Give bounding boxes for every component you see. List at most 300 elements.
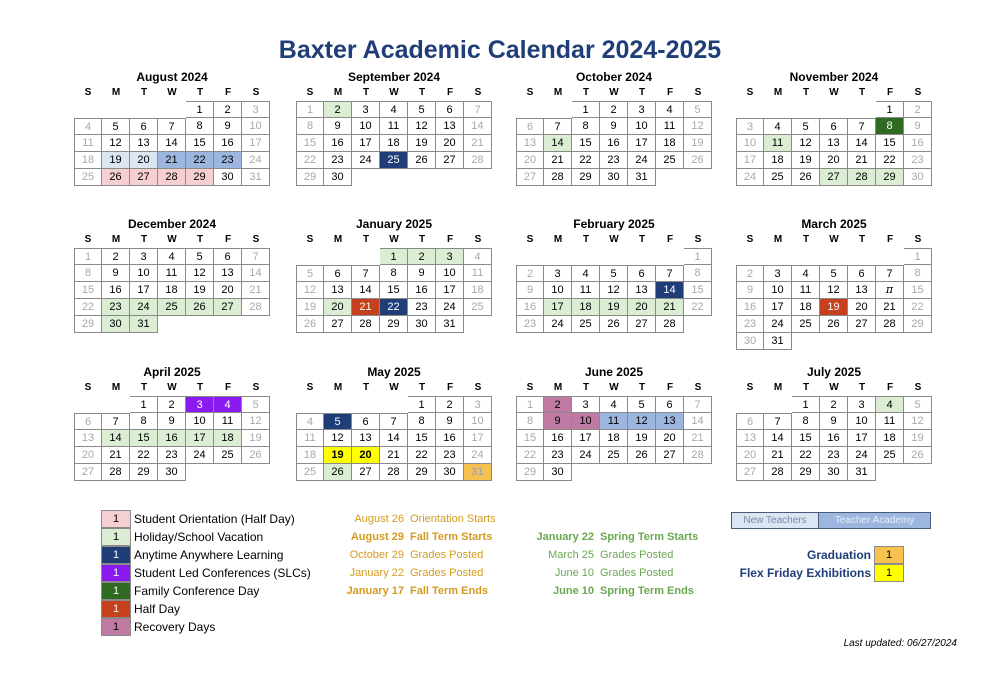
day-cell: 5 (242, 396, 270, 413)
day-cell: 12 (904, 413, 932, 430)
month-day-grid (736, 232, 932, 350)
day-cell: 11 (572, 282, 600, 299)
day-cell: 11 (764, 135, 792, 152)
weekday-header: S (526, 382, 534, 393)
day-cell: 1 (516, 396, 544, 413)
empty-cell (464, 169, 492, 186)
empty-cell (544, 248, 572, 265)
weekday-header: W (167, 87, 177, 98)
weekday-header: S (694, 234, 702, 245)
day-cell: 16 (600, 135, 628, 152)
day-cell: 9 (158, 413, 186, 430)
day-cell: 7 (684, 396, 712, 413)
day-cell: 21 (848, 152, 876, 169)
month-day-grid (516, 232, 712, 333)
weekday-header: T (802, 87, 810, 98)
weekday-header: F (224, 234, 232, 245)
day-cell: 28 (242, 299, 270, 316)
day-cell: 8 (74, 265, 102, 282)
day-cell: 19 (684, 135, 712, 152)
day-cell: 3 (436, 248, 464, 265)
weekday-header: S (694, 87, 702, 98)
day-cell: 1 (408, 396, 436, 413)
month-calendar (516, 69, 712, 186)
day-cell: 4 (464, 248, 492, 265)
empty-cell (876, 464, 904, 481)
note-text: Spring Term Starts (600, 531, 699, 543)
weekday-header: S (914, 87, 922, 98)
empty-cell (684, 316, 712, 333)
empty-cell (516, 248, 544, 265)
day-cell: 31 (436, 316, 464, 333)
day-cell: 15 (408, 430, 436, 447)
legend-label: Recovery Days (134, 620, 216, 634)
term-note (0, 528, 1000, 546)
day-cell: 3 (572, 396, 600, 413)
month-name: December 2024 (127, 217, 217, 231)
weekday-header: S (746, 234, 754, 245)
day-cell: 3 (130, 248, 158, 265)
day-cell: 16 (324, 135, 352, 152)
day-cell: 4 (764, 118, 792, 135)
weekday-header: M (333, 382, 343, 393)
day-cell: 13 (214, 265, 242, 282)
note-date: August 26 (354, 513, 404, 525)
empty-cell (876, 248, 904, 265)
empty-cell (296, 396, 324, 413)
month-name: August 2024 (136, 70, 208, 84)
day-cell: 25 (572, 316, 600, 333)
day-cell: 8 (186, 118, 214, 135)
weekday-header: W (609, 87, 619, 98)
day-cell: 30 (158, 464, 186, 481)
weekday-header: F (446, 382, 454, 393)
day-cell: 1 (74, 248, 102, 265)
empty-cell (736, 396, 764, 413)
weekday-header: T (638, 87, 646, 98)
day-cell: 22 (684, 299, 712, 316)
day-cell: 29 (792, 464, 820, 481)
day-cell: 8 (904, 265, 932, 282)
day-cell: 29 (130, 464, 158, 481)
day-cell: 21 (102, 447, 130, 464)
day-cell: 19 (242, 430, 270, 447)
day-cell: 6 (130, 118, 158, 135)
day-cell: 23 (102, 299, 130, 316)
day-cell: 19 (600, 299, 628, 316)
day-cell: 21 (464, 135, 492, 152)
day-cell: 18 (764, 152, 792, 169)
legend-label: Student Led Conferences (SLCs) (134, 566, 311, 580)
day-cell: 15 (130, 430, 158, 447)
day-cell: 12 (792, 135, 820, 152)
day-cell: 23 (214, 152, 242, 169)
day-cell: 28 (848, 169, 876, 186)
empty-cell (820, 248, 848, 265)
weekday-header: W (829, 382, 839, 393)
weekday-header: T (802, 382, 810, 393)
day-cell: 16 (102, 282, 130, 299)
day-cell: 24 (764, 316, 792, 333)
day-cell: 19 (792, 152, 820, 169)
day-cell: 3 (352, 101, 380, 118)
day-cell: 3 (186, 396, 214, 413)
day-cell: 29 (572, 169, 600, 186)
day-cell: 30 (408, 316, 436, 333)
empty-cell (130, 101, 158, 118)
day-cell: 22 (516, 447, 544, 464)
day-cell: 11 (464, 265, 492, 282)
day-cell: 27 (130, 169, 158, 186)
day-cell: 9 (214, 118, 242, 135)
day-cell: 19 (820, 299, 848, 316)
day-cell: 13 (628, 282, 656, 299)
empty-cell (516, 101, 544, 118)
note-date: January 17 (346, 585, 404, 597)
empty-cell (848, 101, 876, 118)
weekday-header: M (333, 234, 343, 245)
day-cell: 4 (74, 118, 102, 135)
legend-swatch: 1 (101, 528, 131, 546)
empty-cell (436, 169, 464, 186)
month-day-grid (736, 380, 932, 481)
day-cell: 10 (242, 118, 270, 135)
day-cell: 10 (352, 118, 380, 135)
weekday-header: T (196, 382, 204, 393)
day-cell: 22 (380, 299, 408, 316)
day-cell: 24 (436, 299, 464, 316)
day-cell: 23 (408, 299, 436, 316)
empty-cell (74, 101, 102, 118)
day-cell: 8 (516, 413, 544, 430)
day-cell: 6 (324, 265, 352, 282)
day-cell: 5 (904, 396, 932, 413)
weekday-header: T (196, 234, 204, 245)
weekday-header: M (553, 87, 563, 98)
day-cell: 11 (74, 135, 102, 152)
last-updated: Last updated: 06/27/2024 (843, 638, 957, 649)
day-cell: 30 (544, 464, 572, 481)
day-cell: 25 (380, 152, 408, 169)
legend-label: Anytime Anywhere Learning (134, 548, 284, 562)
day-cell: 24 (544, 316, 572, 333)
day-cell: 30 (436, 464, 464, 481)
day-cell: 27 (214, 299, 242, 316)
note-date: June 10 (554, 567, 594, 579)
day-cell: 12 (820, 282, 848, 299)
empty-cell (600, 464, 628, 481)
day-cell: 8 (792, 413, 820, 430)
empty-cell (464, 316, 492, 333)
day-cell: 17 (352, 135, 380, 152)
day-cell: 20 (848, 299, 876, 316)
day-cell: 13 (74, 430, 102, 447)
empty-cell (242, 316, 270, 333)
day-cell: 26 (600, 316, 628, 333)
day-cell: 5 (628, 396, 656, 413)
month-day-grid (516, 85, 712, 186)
weekday-header: T (638, 382, 646, 393)
weekday-header: F (224, 87, 232, 98)
day-cell: 4 (380, 101, 408, 118)
day-cell: 29 (380, 316, 408, 333)
day-cell: 22 (792, 447, 820, 464)
day-cell: 18 (380, 135, 408, 152)
day-cell: 24 (352, 152, 380, 169)
day-cell: 11 (214, 413, 242, 430)
day-cell: 30 (214, 169, 242, 186)
empty-cell (158, 316, 186, 333)
month-calendar (296, 69, 492, 186)
day-cell: 26 (684, 152, 712, 169)
weekday-header: S (306, 234, 314, 245)
day-cell: 14 (764, 430, 792, 447)
day-cell: 30 (820, 464, 848, 481)
day-cell: 28 (656, 316, 684, 333)
weekday-header: S (474, 234, 482, 245)
day-cell: 14 (158, 135, 186, 152)
day-cell: 18 (464, 282, 492, 299)
day-cell: 23 (544, 447, 572, 464)
day-cell: 5 (600, 265, 628, 282)
day-cell: 1 (296, 101, 324, 118)
note-text: Fall Term Ends (410, 585, 489, 597)
empty-cell (214, 464, 242, 481)
empty-cell (628, 248, 656, 265)
day-cell: 25 (876, 447, 904, 464)
event-swatch: 1 (874, 564, 904, 582)
day-cell: 11 (380, 118, 408, 135)
day-cell: 21 (656, 299, 684, 316)
day-cell: 5 (408, 101, 436, 118)
day-cell: 17 (736, 152, 764, 169)
note-text: Grades Posted (410, 549, 484, 561)
note-text: Orientation Starts (410, 513, 496, 525)
day-cell: 2 (408, 248, 436, 265)
day-cell: 7 (544, 118, 572, 135)
empty-cell (684, 169, 712, 186)
day-cell: 7 (352, 265, 380, 282)
day-cell: 19 (102, 152, 130, 169)
day-cell: 12 (684, 118, 712, 135)
day-cell: 28 (380, 464, 408, 481)
day-cell: 27 (628, 316, 656, 333)
day-cell: 22 (186, 152, 214, 169)
day-cell: 26 (792, 169, 820, 186)
weekday-header: S (914, 234, 922, 245)
day-cell: 7 (102, 413, 130, 430)
empty-cell (904, 464, 932, 481)
day-cell: 11 (876, 413, 904, 430)
day-cell: 25 (792, 316, 820, 333)
day-cell: 29 (74, 316, 102, 333)
weekday-header: S (746, 87, 754, 98)
month-day-grid (296, 232, 492, 333)
day-cell: 3 (242, 101, 270, 118)
day-cell: 21 (380, 447, 408, 464)
weekday-header: T (140, 234, 148, 245)
day-cell: 4 (600, 396, 628, 413)
legend-swatch: 1 (101, 510, 131, 528)
day-cell: 30 (102, 316, 130, 333)
empty-cell (352, 396, 380, 413)
day-cell: 15 (904, 282, 932, 299)
weekday-header: F (446, 87, 454, 98)
day-cell: 26 (186, 299, 214, 316)
day-cell: 29 (296, 169, 324, 186)
day-cell: 18 (214, 430, 242, 447)
day-cell: 18 (600, 430, 628, 447)
day-cell: 20 (130, 152, 158, 169)
weekday-header: S (526, 234, 534, 245)
weekday-header: F (224, 382, 232, 393)
day-cell: 4 (656, 101, 684, 118)
empty-cell (408, 169, 436, 186)
day-cell: 17 (242, 135, 270, 152)
day-cell: 17 (544, 299, 572, 316)
empty-cell (186, 464, 214, 481)
day-cell: 22 (408, 447, 436, 464)
event-label: Graduation (806, 548, 871, 562)
day-cell: 19 (628, 430, 656, 447)
weekday-header: M (111, 382, 121, 393)
day-cell: 5 (684, 101, 712, 118)
day-cell: 9 (324, 118, 352, 135)
weekday-header: W (389, 87, 399, 98)
day-cell: 3 (628, 101, 656, 118)
day-cell: 7 (242, 248, 270, 265)
month-day-grid (74, 232, 270, 333)
day-cell: 23 (516, 316, 544, 333)
day-cell: 7 (876, 265, 904, 282)
month-calendar (296, 216, 492, 333)
day-cell: 16 (736, 299, 764, 316)
day-cell: 29 (904, 316, 932, 333)
day-cell: 9 (904, 118, 932, 135)
empty-cell (684, 464, 712, 481)
weekday-header: W (389, 234, 399, 245)
day-cell: 26 (296, 316, 324, 333)
day-cell: 24 (242, 152, 270, 169)
month-calendar (74, 69, 270, 186)
empty-cell (628, 464, 656, 481)
day-cell: 6 (352, 413, 380, 430)
new-teachers-key: New Teachers (731, 512, 818, 529)
day-cell: 17 (464, 430, 492, 447)
day-cell: 14 (464, 118, 492, 135)
day-cell: 22 (876, 152, 904, 169)
month-name: April 2025 (143, 365, 201, 379)
day-cell: 21 (352, 299, 380, 316)
day-cell: 27 (352, 464, 380, 481)
day-cell: 19 (408, 135, 436, 152)
day-cell: 31 (848, 464, 876, 481)
day-cell: 7 (656, 265, 684, 282)
day-cell: 11 (656, 118, 684, 135)
weekday-header: S (914, 382, 922, 393)
day-cell: 20 (820, 152, 848, 169)
teacher-academy-key: Teacher Academy (818, 512, 931, 529)
note-text: Grades Posted (410, 567, 484, 579)
empty-cell (876, 333, 904, 350)
empty-cell (792, 101, 820, 118)
day-cell: 10 (848, 413, 876, 430)
legend-swatch: 1 (101, 546, 131, 564)
day-cell: 28 (684, 447, 712, 464)
month-calendar (74, 364, 270, 481)
day-cell: 1 (684, 248, 712, 265)
weekday-header: T (582, 234, 590, 245)
day-cell: 11 (600, 413, 628, 430)
day-cell: 16 (904, 135, 932, 152)
weekday-header: F (666, 87, 674, 98)
weekday-header: T (858, 234, 866, 245)
day-cell: 13 (130, 135, 158, 152)
month-calendar (736, 216, 932, 350)
month-name: October 2024 (575, 70, 653, 84)
day-cell: 5 (186, 248, 214, 265)
day-cell: 25 (656, 152, 684, 169)
weekday-header: S (474, 382, 482, 393)
note-date: January 22 (536, 531, 594, 543)
day-cell: 17 (186, 430, 214, 447)
day-cell: 28 (876, 316, 904, 333)
day-cell: 2 (324, 101, 352, 118)
day-cell: 6 (214, 248, 242, 265)
weekday-header: W (609, 234, 619, 245)
month-name: February 2025 (573, 217, 655, 231)
day-cell: 26 (324, 464, 352, 481)
day-cell: 15 (684, 282, 712, 299)
month-calendar (74, 216, 270, 333)
weekday-header: M (333, 87, 343, 98)
day-cell: 29 (408, 464, 436, 481)
day-cell: 14 (684, 413, 712, 430)
month-name: July 2025 (806, 365, 862, 379)
day-cell: 12 (324, 430, 352, 447)
day-cell: 9 (516, 282, 544, 299)
day-cell: 6 (820, 118, 848, 135)
day-cell: 6 (436, 101, 464, 118)
note-text: Grades Posted (600, 549, 674, 561)
month-calendar (296, 364, 492, 481)
weekday-header: W (389, 382, 399, 393)
weekday-header: T (802, 234, 810, 245)
day-cell: 24 (130, 299, 158, 316)
day-cell: 5 (792, 118, 820, 135)
day-cell: 9 (408, 265, 436, 282)
day-cell: 20 (628, 299, 656, 316)
day-cell: 12 (242, 413, 270, 430)
weekday-header: M (773, 87, 783, 98)
day-cell: 26 (408, 152, 436, 169)
month-calendar (736, 364, 932, 481)
month-day-grid (516, 380, 712, 481)
day-cell: 15 (792, 430, 820, 447)
day-cell: 14 (848, 135, 876, 152)
weekday-header: T (362, 382, 370, 393)
day-cell: 12 (408, 118, 436, 135)
day-cell: 24 (848, 447, 876, 464)
day-cell: 14 (242, 265, 270, 282)
empty-cell (656, 169, 684, 186)
empty-cell (792, 333, 820, 350)
day-cell: 23 (324, 152, 352, 169)
weekday-header: F (886, 87, 894, 98)
day-cell: 17 (848, 430, 876, 447)
page-title: Baxter Academic Calendar 2024-2025 (278, 36, 722, 64)
day-cell: 6 (848, 265, 876, 282)
